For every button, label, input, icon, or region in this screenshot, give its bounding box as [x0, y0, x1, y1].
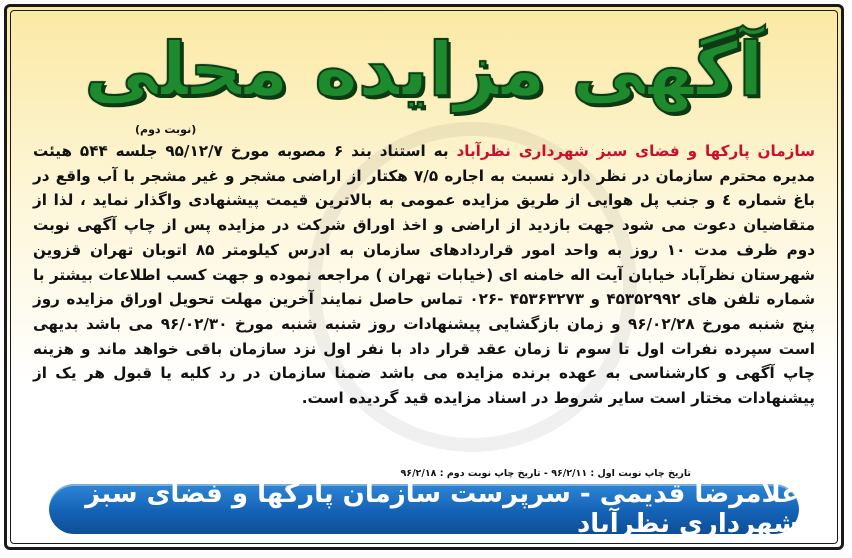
signature-banner — [49, 479, 799, 539]
print-dates: تاریخ چاپ نوبت اول : ۹۶/۲/۱۱ - تاریخ چاپ نوبت دوم : ۹۶/۲/۱۸ — [400, 468, 691, 479]
organization-name: سازمان پارکها و فضای سبز شهرداری نظرآباد — [456, 142, 815, 160]
ad-body — [33, 139, 815, 411]
signature-text: غلامرضا قدیمی - سرپرست سازمان پارکها و فضای سبز شهرداری نظرآباد — [85, 479, 799, 539]
round-label: (نوبت دوم) — [135, 123, 197, 136]
ad-title: آگهی مزایده محلی — [84, 27, 764, 113]
auction-ad — [4, 4, 844, 550]
ad-body-text: به استناد بند ۶ مصوبه مورخ ۹۵/۱۲/۷ جلسه ۵۴۴ هیئت مدیره محترم سازمان در نظر دارد نسبت به اجاره ۷/۵ هکتار از اراضی مشجر و غیر مشجر با آب واقع در باغ شماره ٤ و جنب پل هوایی از طریق مزایده عمومی به بالاترین قیمت پیشنهادی واگذار نماید ، لذا از متقاضیان دعوت می شود جهت بازدید از اراضی و اخذ اوراق شرکت در مزایده پس از چاپ آگهی نوبت دوم ظرف مدت ۱۰ روز به واحد امور قراردادهای سازمان به ادرس کیلومتر ۸۵ اتوبان تهران قزوین شهرستان نظرآباد خیابان آیت اله خامنه ای (خیابات تهران ) مراجعه نموده و جهت کسب اطلاعات بیشتر با شماره تلفن های ۴۵۳۵۲۹۹۲ و ۴۵۳۶۳۲۷۳ -۰۲۶ تماس حاصل نمایند آخرین مهلت تحویل اوراق مزایده روز پنج شنبه مورخ ۹۶/۰۲/۲۸ و زمان بازگشایی پیشنهادات روز شنبه شنبه مورخ ۹۶/۰۲/۳۰ می باشد بدیهی است سپرده نفرات اول تا سوم تا زمان عقد قرار داد با نفر اول نزد سازمان باقی خواهد ماند و هزینه چاپ آگهی و کارشناسی به عهده برنده مزایده می باشد ضمنا سازمان در رد کلیه یا قبول هر یک از پیشنهادات مختار است سایر شروط در اسناد مزایده قید گردیده است. — [33, 142, 816, 408]
